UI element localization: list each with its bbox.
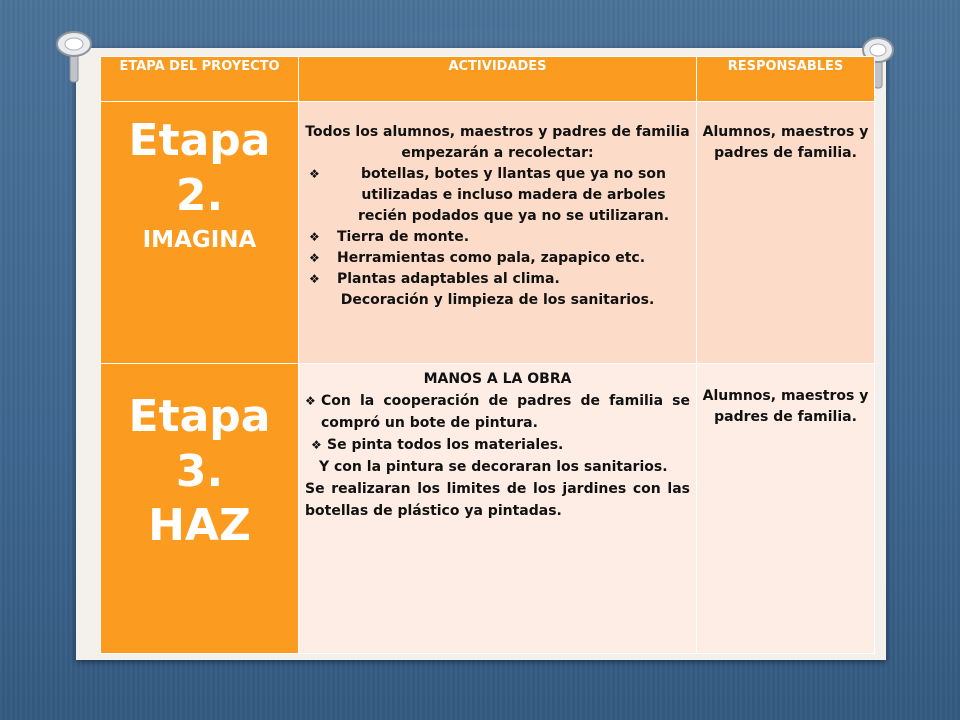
header-row — [101, 57, 875, 102]
diamond-bullet-icon: ❖ — [305, 394, 316, 408]
list-item — [305, 227, 690, 248]
list-item-text: Se pinta todos los materiales. — [327, 437, 564, 453]
diamond-bullet-icon: ❖ — [309, 167, 320, 181]
responsible-text: Alumnos, maestros y padres de familia. — [702, 388, 869, 425]
list-item-text: Con la cooperación de padres de familia se compró un bote de pintura. — [321, 393, 690, 431]
activities-cell — [299, 102, 697, 364]
stage-title: Etapa — [128, 115, 271, 166]
activities-paragraph: Se realizaran los limites de los jardines con las botellas de plástico ya pintadas. — [305, 481, 690, 519]
diamond-bullet-icon: ❖ — [309, 272, 320, 286]
activities-closing: Decoración y limpieza de los sanitarios. — [340, 292, 655, 308]
list-item — [305, 434, 690, 456]
project-table — [100, 56, 875, 654]
stage-name: HAZ — [148, 500, 251, 552]
list-item — [305, 390, 690, 434]
list-item — [305, 164, 690, 227]
pushpin-icon — [54, 30, 94, 86]
header-stage: ETAPA DEL PROYECTO — [101, 57, 299, 102]
responsible-text: Alumnos, maestros y padres de familia. — [702, 124, 869, 161]
header-activities: ACTIVIDADES — [299, 57, 697, 102]
activities-intro: Todos los alumnos, maestros y padres de familia empezarán a recolectar: — [305, 124, 690, 161]
activities-title: MANOS A LA OBRA — [423, 371, 572, 387]
list-item-text: Plantas adaptables al clima. — [337, 271, 560, 287]
table-row — [101, 364, 875, 654]
stage-cell — [101, 102, 299, 364]
diamond-bullet-icon: ❖ — [311, 438, 322, 452]
diamond-bullet-icon: ❖ — [309, 251, 320, 265]
stage-cell — [101, 364, 299, 654]
list-item — [305, 248, 690, 269]
activities-cell — [299, 364, 697, 654]
activities-paragraph: Y con la pintura se decoraran los sanitarios. — [319, 459, 668, 475]
stage-name: IMAGINA — [142, 227, 257, 254]
list-item-text: Tierra de monte. — [337, 229, 470, 245]
diamond-bullet-icon: ❖ — [309, 230, 320, 244]
list-item — [305, 269, 690, 290]
table-row — [101, 102, 875, 364]
stage-number: 3. — [175, 445, 224, 497]
stage-number: 2. — [175, 169, 224, 221]
stage-title: Etapa — [128, 391, 271, 442]
responsible-cell — [697, 364, 875, 654]
list-item-text: Herramientas como pala, zapapico etc. — [337, 250, 646, 266]
responsible-cell — [697, 102, 875, 364]
header-responsibles: RESPONSABLES — [697, 57, 875, 102]
list-item-text: botellas, botes y llantas que ya no son utilizadas e incluso madera de arboles recién podados que ya no se utilizaran. — [357, 166, 670, 224]
